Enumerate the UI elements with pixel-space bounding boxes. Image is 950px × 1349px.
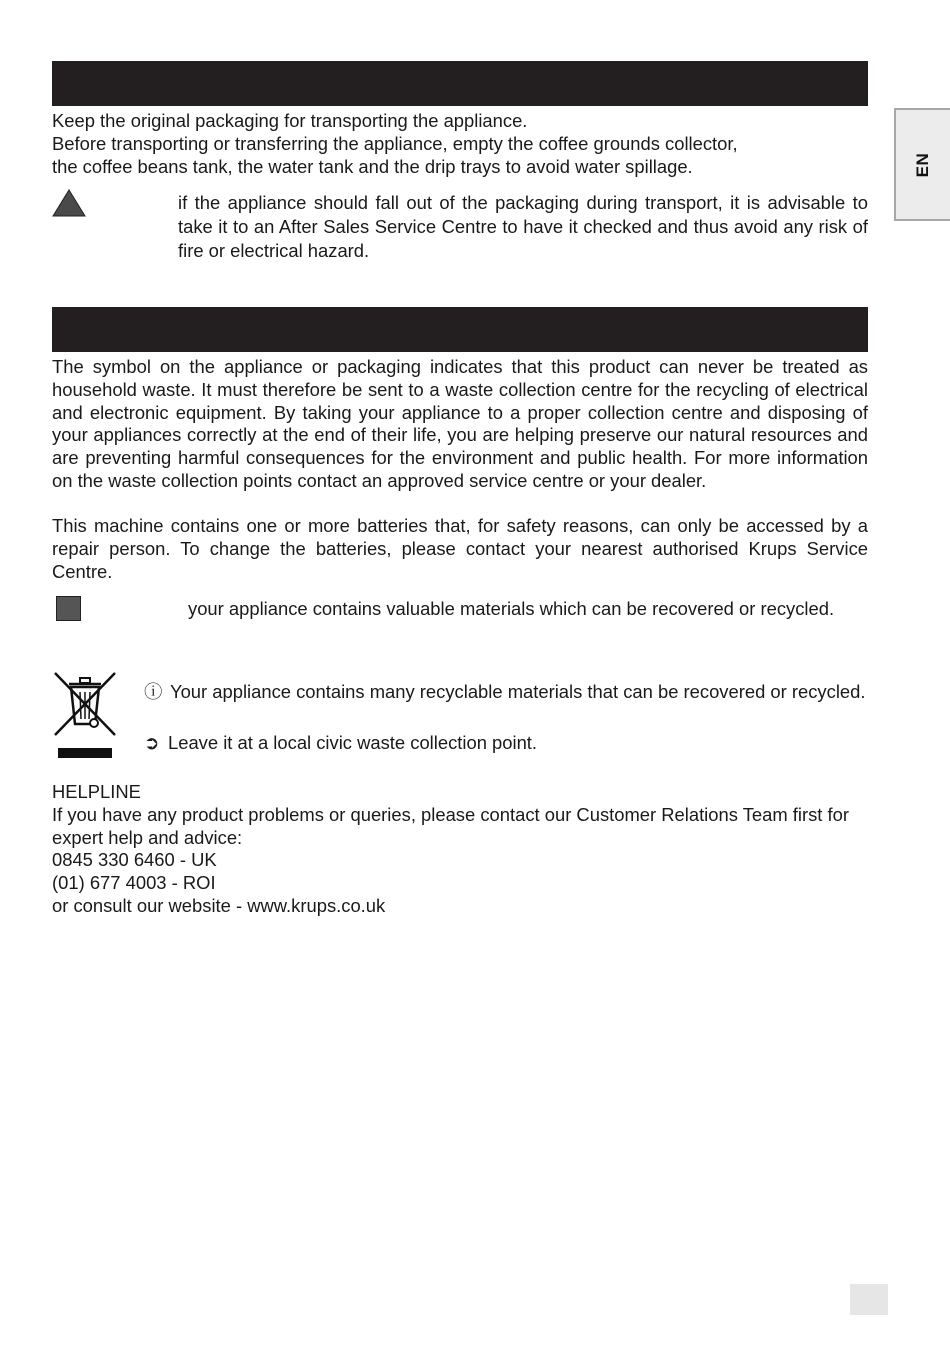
civic-waste-item [144,732,868,755]
environment-note-text: your appliance contains valuable materials which can be recovered or recycled. [188,598,835,619]
transport-line-1: Keep the original packaging for transporting the appliance. [52,110,528,131]
recyclable-info-text: Your appliance contains many recyclable materials that can be recovered or recycled. [170,681,866,702]
helpline-roi-number: (01) 677 4003 - ROI [52,872,216,894]
helpline-heading: HELPLINE [52,781,141,802]
civic-waste-text: Leave it at a local civic waste collection point. [168,732,538,753]
arrow-icon: ➲ [144,732,160,753]
environment-paragraph-1: The symbol on the appliance or packaging indicates that this product can never be treated as household waste. It must therefore be sent to a waste collection centre for the recycling of electrical and electronic equipment. By taking your appliance to a proper collection centre and disposing of your appliances correctly at the end of their life, you are helping preserve our natural resources and are preventing harmful consequences for the environment and public health. For more information on the waste collection points contact an approved service centre or your dealer. [52,356,868,491]
helpline-block [52,781,868,918]
crossed-out-wheelie-bin-icon [52,670,118,767]
helpline-website: or consult our website - www.krups.co.uk [52,894,386,916]
warning-triangle-icon [52,189,86,222]
transport-instructions [52,110,868,178]
environment-header-bar [52,307,868,352]
info-icon: ⓘ [144,681,163,702]
recyclable-info-item [144,681,868,704]
transport-header-bar [52,61,868,106]
page-number-tab [850,1284,888,1315]
transport-line-2: Before transporting or transferring the appliance, empty the coffee grounds collector, [52,132,738,154]
environment-paragraph-2: This machine contains one or more batteries that, for safety reasons, can only be accessed by a repair person. To change the batteries, please contact your nearest authorised Krups Service Centre. [52,515,868,582]
helpline-intro: If you have any product problems or queries, please contact our Customer Relations Team first for expert help and advice: [52,803,849,848]
transport-line-3: the coffee beans tank, the water tank and the drip trays to avoid water spillage. [52,155,693,177]
environment-square-icon [56,596,81,621]
helpline-uk-number: 0845 330 6460 - UK [52,849,217,871]
language-tab [894,108,950,221]
language-label: EN [913,152,932,177]
transport-warning-text: if the appliance should fall out of the packaging during transport, it is advisable to take it to an After Sales Service Centre to have it checked and thus avoid any risk of fire or electrical hazard. [178,192,868,261]
